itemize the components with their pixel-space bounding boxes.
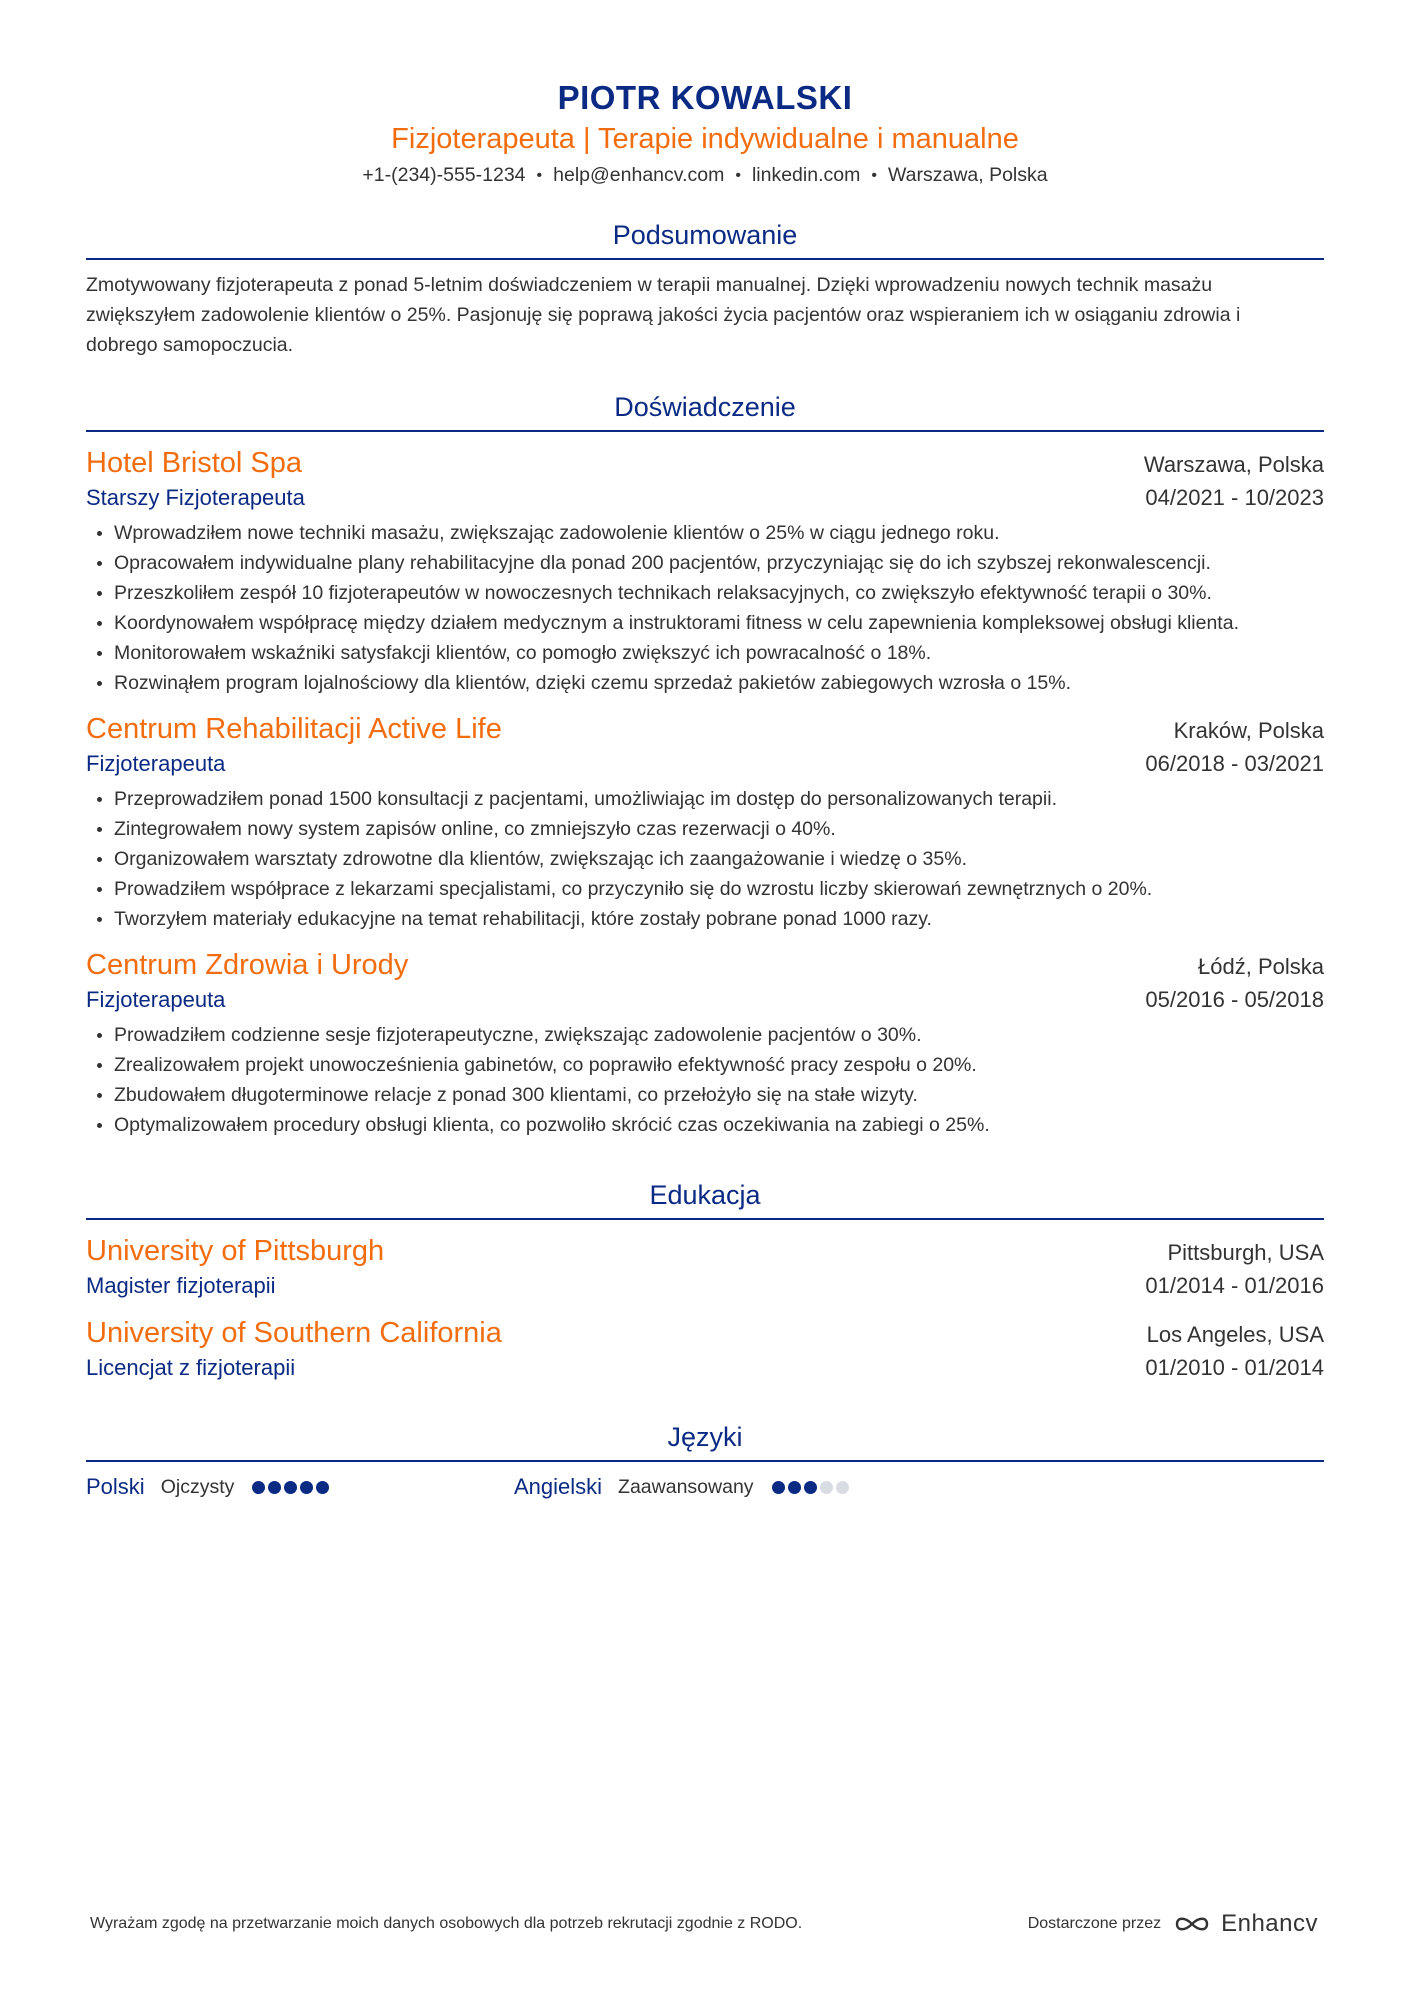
company-name: Centrum Zdrowia i Urody (86, 949, 409, 981)
resume-header (86, 78, 1324, 190)
filled-dot-icon (300, 1481, 313, 1494)
filled-dot-icon (772, 1481, 785, 1494)
powered-by (1028, 1910, 1318, 1938)
empty-dot-icon (836, 1481, 849, 1494)
filled-dot-icon (788, 1481, 801, 1494)
job-dates: 04/2021 - 10/2023 (1145, 485, 1324, 510)
experience-section (86, 390, 1324, 1140)
list-item: • Wprowadziłem nowe techniki masażu, zwiększając zadowolenie klientów o 25% w ciągu jednego roku. (114, 518, 1324, 548)
empty-dot-icon (820, 1481, 833, 1494)
experience-entry (86, 710, 1324, 934)
job-location: Warszawa, Polska (1143, 452, 1324, 477)
degree-name: Licencjat z fizjoterapii (86, 1355, 296, 1380)
job-role: Fizjoterapeuta (86, 987, 226, 1012)
list-item: • Tworzyłem materiały edukacyjne na temat rehabilitacji, które zostały pobrane ponad 1000 razy. (114, 904, 1324, 934)
school-name: University of Southern California (86, 1317, 502, 1349)
job-role: Starszy Fizjoterapeuta (86, 485, 305, 510)
list-item: • Optymalizowałem procedury obsługi klienta, co pozwoliło skrócić czas oczekiwania na zabiegi o 25%. (114, 1110, 1324, 1140)
list-item: • Zrealizowałem projekt unowocześnienia gabinetów, co poprawiło efektywność pracy zespołu o 20%. (114, 1050, 1324, 1080)
education-dates: 01/2014 - 01/2016 (1145, 1273, 1324, 1298)
language-item (86, 1474, 514, 1500)
job-location: Kraków, Polska (1173, 718, 1324, 743)
proficiency-dots (772, 1481, 849, 1494)
languages-list (86, 1474, 1324, 1500)
separator-dot-icon: • (536, 167, 543, 184)
separator-dot-icon: • (735, 167, 741, 184)
list-item: • Opracowałem indywidualne plany rehabilitacyjne dla ponad 200 pacjentów, przyczyniając się do ich szybszej rekonwalescencji. (114, 548, 1324, 578)
filled-dot-icon (284, 1481, 297, 1494)
gdpr-consent-text: Wyrażam zgodę na przetwarzanie moich danych osobowych dla potrzeb rekrutacji zgodnie z RODO. (90, 1915, 803, 1932)
school-location: Pittsburgh, USA (1167, 1240, 1324, 1265)
list-item: • Koordynowałem współpracę między działem medycznym a instruktorami fitness w celu zapewnienia kompleksowej obsługi klienta. (114, 608, 1324, 638)
separator-dot-icon: • (871, 167, 877, 184)
list-item: • Zintegrowałem nowy system zapisów online, co zmniejszyło czas rezerwacji o 40%. (114, 814, 1324, 844)
education-entry (86, 1232, 1324, 1302)
list-item: • Rozwinąłem program lojalnościowy dla klientów, dzięki czemu sprzedaż pakietów zabiegowych wzrosła o 15%. (114, 668, 1324, 698)
brand-name: Enhancv (1221, 1910, 1318, 1937)
summary-section (86, 218, 1324, 360)
candidate-name: PIOTR KOWALSKI (557, 79, 853, 116)
powered-by-label: Dostarczone przez (1027, 1915, 1162, 1932)
education-entry (86, 1314, 1324, 1384)
job-location: Łódź, Polska (1198, 954, 1324, 979)
enhancv-logo-icon (1173, 1913, 1211, 1935)
languages-title: Języki (86, 1420, 1324, 1462)
company-name: Centrum Rehabilitacji Active Life (86, 713, 502, 745)
email-link[interactable]: help@enhancv.com (553, 164, 725, 186)
school-name: University of Pittsburgh (86, 1235, 385, 1267)
list-item: • Monitorowałem wskaźniki satysfakcji klientów, co pomogło zwiększyć ich powracalność o 18%. (114, 638, 1324, 668)
proficiency-dots (252, 1481, 329, 1494)
education-title: Edukacja (86, 1178, 1324, 1220)
contact-line (86, 162, 1324, 190)
language-item (514, 1474, 942, 1500)
language-name: Polski (86, 1474, 145, 1499)
list-item: • Organizowałem warsztaty zdrowotne dla klientów, zwiększając ich zaangażowanie i wiedzę o 35%. (114, 844, 1324, 874)
languages-section (86, 1420, 1324, 1500)
phone-text: +1-(234)-555-1234 (362, 164, 526, 186)
job-role: Fizjoterapeuta (86, 751, 226, 776)
job-bullets (86, 784, 1324, 934)
filled-dot-icon (252, 1481, 265, 1494)
location-text: Warszawa, Polska (887, 164, 1048, 186)
company-name: Hotel Bristol Spa (86, 447, 302, 479)
linkedin-link[interactable]: linkedin.com (751, 164, 861, 186)
list-item: • Przeprowadziłem ponad 1500 konsultacji z pacjentami, umożliwiając im dostęp do personalizowanych terapii. (114, 784, 1324, 814)
list-item: • Prowadziłem współprace z lekarzami specjalistami, co przyczyniło się do wzrostu liczby skierowań zewnętrznych o 20%. (114, 874, 1324, 904)
list-item: • Przeszkoliłem zespół 10 fizjoterapeutów w nowoczesnych technikach relaksacyjnych, co zwiększyło efektywność terapii o 30%. (114, 578, 1324, 608)
language-name: Angielski (514, 1474, 603, 1499)
language-level: Zaawansowany (618, 1475, 754, 1498)
school-location: Los Angeles, USA (1146, 1322, 1324, 1347)
education-dates: 01/2010 - 01/2014 (1145, 1355, 1324, 1380)
language-level: Ojczysty (160, 1475, 235, 1498)
experience-entry (86, 444, 1324, 698)
job-dates: 06/2018 - 03/2021 (1145, 751, 1324, 776)
candidate-headline: Fizjoterapeuta | Terapie indywidualne i manualne (391, 123, 1019, 155)
filled-dot-icon (804, 1481, 817, 1494)
filled-dot-icon (268, 1481, 281, 1494)
summary-text: Zmotywowany fizjoterapeuta z ponad 5-letnim doświadczeniem w terapii manualnej. Dzięki wprowadzeniu nowych technik masażu zwiększyłem zadowolenie klientów o 25%. Pasjonuję się poprawą jakości życia pacjentów oraz wspieraniem ich w osiąganiu zdrowia i dobrego samopoczucia. (86, 274, 1241, 356)
filled-dot-icon (316, 1481, 329, 1494)
job-dates: 05/2016 - 05/2018 (1145, 987, 1324, 1012)
summary-title: Podsumowanie (86, 218, 1324, 260)
degree-name: Magister fizjoterapii (86, 1273, 276, 1298)
experience-entry (86, 946, 1324, 1140)
experience-title: Doświadczenie (86, 390, 1324, 432)
list-item: • Prowadziłem codzienne sesje fizjoterapeutyczne, zwiększając zadowolenie pacjentów o 30%. (114, 1020, 1324, 1050)
page-footer (90, 1910, 1318, 1938)
job-bullets (86, 518, 1324, 698)
job-bullets (86, 1020, 1324, 1140)
list-item: • Zbudowałem długoterminowe relacje z ponad 300 klientami, co przełożyło się na stałe wizyty. (114, 1080, 1324, 1110)
education-section (86, 1178, 1324, 1384)
